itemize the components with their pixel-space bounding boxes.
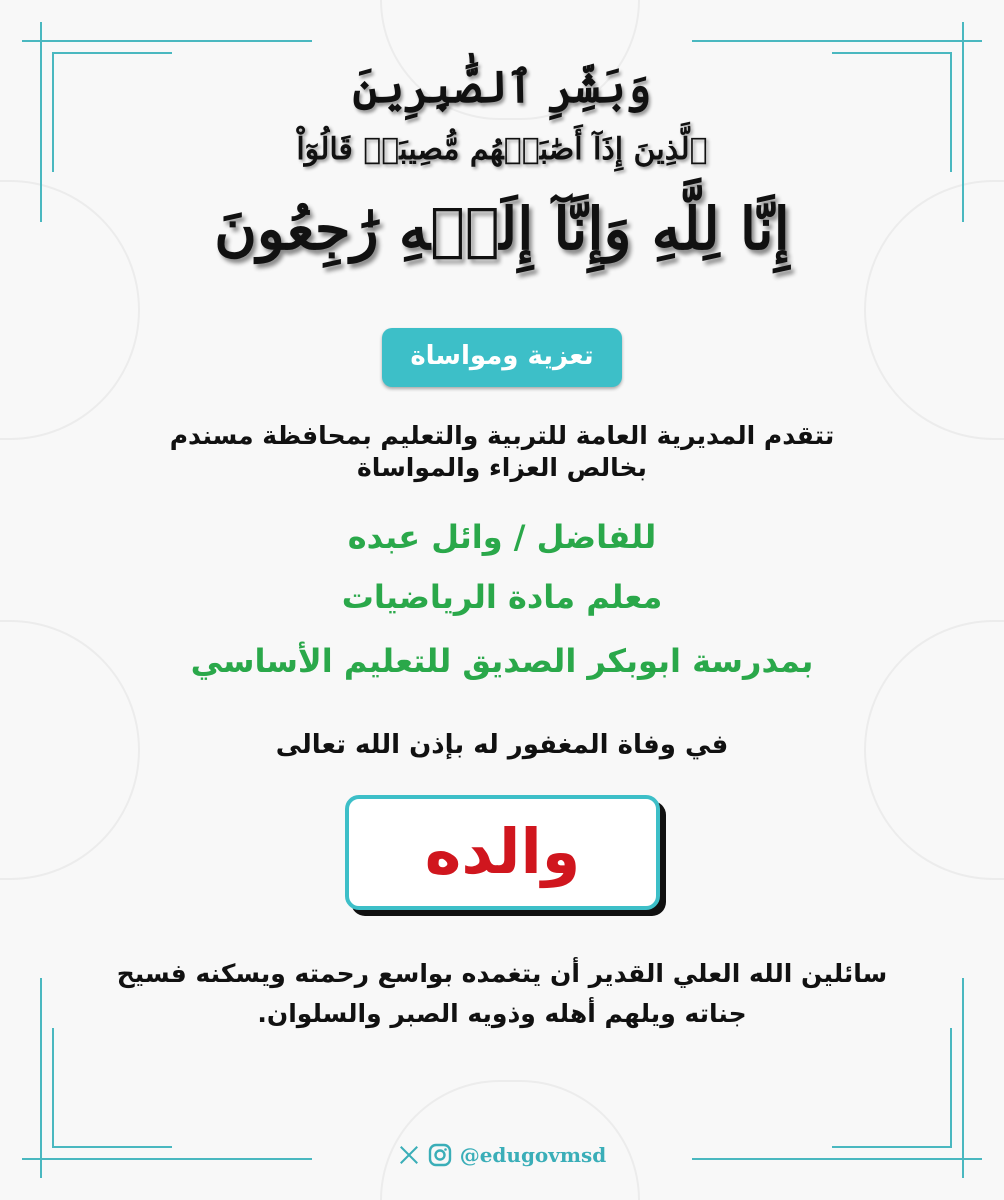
recipient-role: معلم مادة الرياضيات: [341, 578, 663, 616]
recipient-school: بمدرسة ابوبكر الصديق للتعليم الأساسي: [190, 642, 814, 680]
instagram-icon[interactable]: [428, 1143, 452, 1167]
deceased-frame: [345, 795, 660, 910]
background-ornament: [380, 1080, 640, 1200]
death-line: في وفاة المغفور له بإذن الله تعالى: [275, 730, 729, 760]
verse-line-3: إِنَّا لِلَّهِ وَإِنَّآ إِلَيۡهِ رَٰجِعُونَ: [214, 195, 790, 263]
intro-line-1: تتقدم المديرية العامة للتربية والتعليم بمحافظة مسندم: [169, 421, 835, 450]
verse-line-1: وَبَشِّرِ ٱلصَّٰبِرِينَ: [352, 62, 652, 113]
verse-line-2: ٱلَّذِينَ إِذَآ أَصَٰبَتۡهُم مُّصِيبَةٞ قَالُوٓاْ: [296, 132, 708, 167]
intro-line-2: بخالص العزاء والمواساة: [357, 453, 647, 482]
closing-line-1: سائلين الله العلي القدير أن يتغمده بواسع رحمته ويسكنه فسيح: [116, 959, 888, 988]
recipient-name: للفاضل / وائل عبده: [347, 518, 657, 556]
closing-line-2: جناته ويلهم أهله وذويه الصبر والسلوان.: [257, 999, 747, 1028]
condolence-badge: تعزية ومواساة: [382, 328, 622, 387]
social-footer: [0, 1143, 1004, 1167]
social-handle[interactable]: @edugovmsd: [459, 1143, 607, 1167]
x-icon[interactable]: [398, 1144, 420, 1166]
deceased-label: والده: [424, 815, 581, 888]
